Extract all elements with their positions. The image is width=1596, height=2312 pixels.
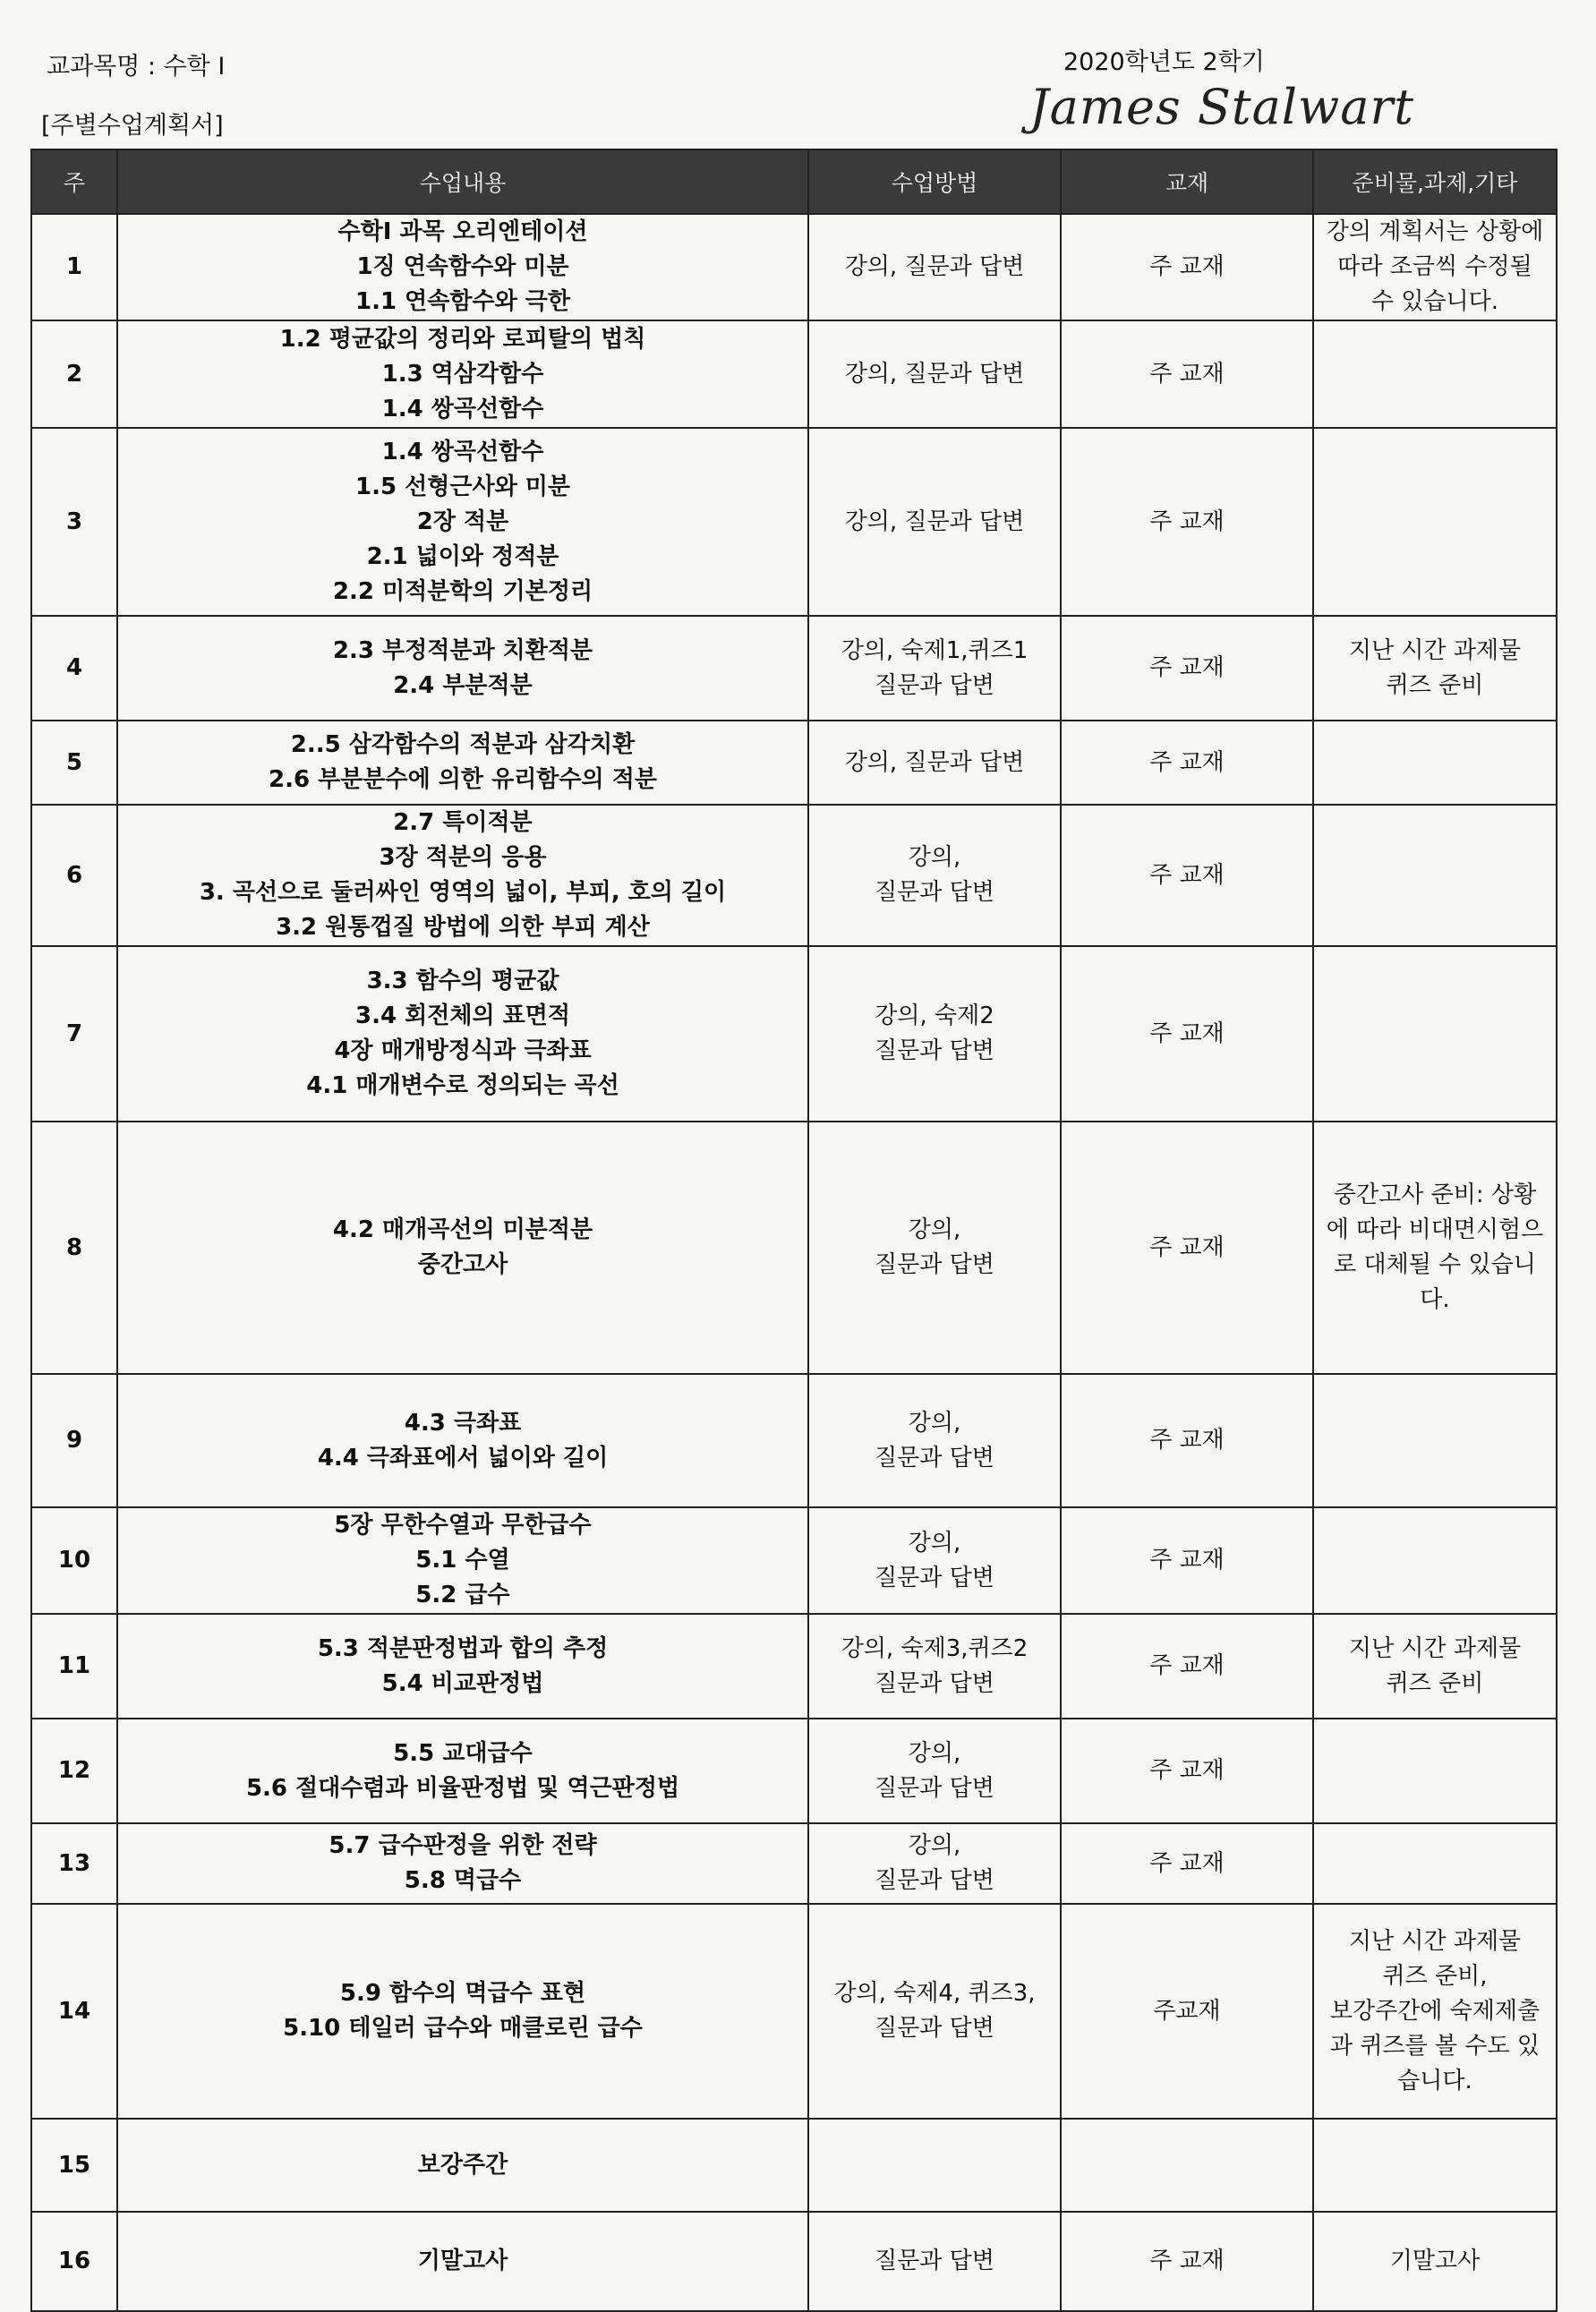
notes-cell-line: 수 있습니다. (1370, 288, 1499, 315)
notes-cell (1313, 1507, 1557, 1614)
table-row (31, 320, 1557, 428)
table-row (31, 1374, 1557, 1507)
lesson-content-line: 2장 적분 (416, 508, 509, 535)
lesson-method (808, 1904, 1061, 2119)
lesson-method-line: 강의, 질문과 답변 (844, 360, 1025, 388)
lesson-content (117, 616, 808, 721)
lesson-method-line: 강의, 숙제1,퀴즈1 (841, 636, 1028, 664)
week-number: 15 (31, 2119, 117, 2212)
table-row (31, 428, 1557, 616)
lesson-content-line: 4.3 극좌표 (404, 1409, 522, 1437)
lesson-content-line: 3.2 원통껍질 방법에 의한 부피 계산 (276, 914, 650, 941)
table-row (31, 1904, 1557, 2119)
lesson-content-line: 4장 매개방정식과 극좌표 (334, 1037, 592, 1064)
lesson-method (808, 320, 1061, 428)
lesson-content-line: 5.8 멱급수 (404, 1867, 522, 1894)
notes-cell (1313, 1823, 1557, 1904)
notes-cell-line: 기말고사 (1389, 2248, 1481, 2274)
table-row (31, 805, 1557, 946)
lesson-content (117, 721, 808, 805)
notes-cell (1313, 946, 1557, 1122)
lesson-content-line: 2.3 부정적분과 치환적분 (332, 636, 593, 664)
table-row (31, 214, 1557, 320)
notes-cell-line: 다. (1420, 1286, 1450, 1313)
notes-cell-line: 퀴즈 준비, (1382, 1962, 1488, 1990)
lesson-content (117, 805, 808, 946)
lesson-content (117, 1374, 808, 1507)
lesson-content (117, 1823, 808, 1904)
col-method: 수업방법 (808, 149, 1061, 214)
notes-cell (1313, 214, 1557, 320)
semester-label: 2020학년도 2학기 (1063, 48, 1265, 76)
notes-cell (1313, 1719, 1557, 1823)
col-content: 수업내용 (117, 149, 808, 214)
table-row (31, 1507, 1557, 1614)
lesson-method-line: 강의, 숙제3,퀴즈2 (841, 1634, 1028, 1662)
plan-title: [주별수업계획서] (41, 112, 224, 140)
lesson-method-line: 강의, (908, 1739, 961, 1767)
textbook-cell: 주 교재 (1061, 428, 1313, 616)
notes-cell (1313, 1374, 1557, 1507)
notes-cell-line: 보강주간에 숙제제출 (1329, 1997, 1541, 2025)
lesson-content-line: 2.2 미적분학의 기본정리 (332, 577, 593, 605)
lesson-content-line: 5.4 비교판정법 (381, 1669, 544, 1697)
weekly-plan-table (30, 149, 1558, 2312)
textbook-cell (1061, 2119, 1313, 2212)
lesson-content-line: 2.6 부분분수에 의한 유리함수의 적분 (269, 766, 657, 793)
col-textbook: 교재 (1061, 149, 1313, 214)
week-number: 13 (31, 1823, 117, 1904)
lesson-content-line: 3.3 함수의 평균값 (366, 968, 559, 994)
notes-cell (1313, 428, 1557, 616)
lesson-content-line: 5.2 급수 (415, 1582, 510, 1608)
textbook-cell: 주 교재 (1061, 946, 1313, 1122)
textbook-cell: 주 교재 (1061, 1374, 1313, 1507)
lesson-content-line: 2.1 넓이와 정적분 (366, 542, 559, 570)
lesson-content (117, 1122, 808, 1374)
week-number: 14 (31, 1904, 117, 2119)
lesson-content-line: 4.2 매개곡선의 미분적분 (332, 1216, 593, 1243)
notes-cell-line: 중간고사 준비: 상황 (1333, 1182, 1537, 1208)
week-number: 12 (31, 1719, 117, 1823)
lesson-content-line: 5.6 절대수렴과 비율판정법 및 역근판정법 (245, 1774, 680, 1802)
lesson-content-line: 수학I 과목 오리엔테이션 (337, 218, 588, 245)
lesson-content (117, 1507, 808, 1614)
textbook-cell: 주 교재 (1061, 721, 1313, 805)
table-row (31, 1719, 1557, 1823)
lesson-content-line: 2.7 특이적분 (393, 809, 533, 836)
lesson-content-line: 3. 곡선으로 둘러싸인 영역의 넓이, 부피, 호의 길이 (199, 879, 727, 906)
week-number: 5 (31, 721, 117, 805)
lesson-method-line: 강의, (908, 844, 961, 871)
lesson-content (117, 1904, 808, 2119)
lesson-method-line: 강의, (908, 1409, 961, 1437)
lesson-method (808, 616, 1061, 721)
table-row (31, 616, 1557, 721)
lesson-method-line: 강의, 질문과 답변 (844, 253, 1025, 280)
lesson-content-line: 1.4 쌍곡선함수 (381, 395, 544, 422)
lesson-method-line: 질문과 답변 (875, 1774, 994, 1802)
col-notes: 준비물,과제,기타 (1313, 149, 1557, 214)
lesson-method-line: 질문과 답변 (875, 879, 994, 906)
week-number: 4 (31, 616, 117, 721)
textbook-cell: 주 교재 (1061, 214, 1313, 320)
course-name: 교과목명 : 수학 I (47, 53, 226, 81)
lesson-method-line: 질문과 답변 (875, 671, 994, 699)
notes-cell-line: 강의 계획서는 상황에 (1326, 218, 1544, 245)
lesson-content (117, 1719, 808, 1823)
textbook-cell: 주 교재 (1061, 1507, 1313, 1614)
week-number: 1 (31, 214, 117, 320)
textbook-cell: 주 교재 (1061, 2212, 1313, 2311)
lesson-method-line: 질문과 답변 (875, 1037, 994, 1064)
notes-cell-line: 에 따라 비대면시험으 (1326, 1216, 1544, 1243)
lesson-method-line: 질문과 답변 (875, 2015, 994, 2042)
lesson-content-line: 5.3 적분판정법과 합의 추정 (317, 1634, 609, 1662)
lesson-content (117, 214, 808, 320)
lesson-method (808, 1823, 1061, 1904)
week-number: 16 (31, 2212, 117, 2311)
table-header-row (31, 149, 1557, 214)
textbook-cell: 주 교재 (1061, 1614, 1313, 1719)
col-week: 주 (31, 149, 117, 214)
week-number: 8 (31, 1122, 117, 1374)
lesson-method-line: 강의, 숙제2 (875, 1002, 994, 1029)
textbook-cell: 주 교재 (1061, 1122, 1313, 1374)
lesson-content (117, 2212, 808, 2311)
lesson-content-line: 1.1 연속함수와 극한 (355, 288, 570, 315)
lesson-content (117, 2119, 808, 2212)
notes-cell (1313, 721, 1557, 805)
notes-cell-line: 과 퀴즈를 볼 수도 있 (1330, 2032, 1540, 2060)
week-number: 10 (31, 1507, 117, 1614)
lesson-method (808, 2119, 1061, 2212)
lesson-method (808, 946, 1061, 1122)
lesson-content-line: 1.5 선형근사와 미분 (355, 473, 570, 500)
table-row (31, 2212, 1557, 2311)
textbook-cell: 주 교재 (1061, 616, 1313, 721)
lesson-method (808, 1374, 1061, 1507)
lesson-content-line: 5.5 교대급수 (393, 1739, 533, 1767)
textbook-cell: 주 교재 (1061, 805, 1313, 946)
notes-cell (1313, 1122, 1557, 1374)
lesson-content-line: 3장 적분의 응용 (379, 844, 547, 871)
lesson-content-line: 1.4 쌍곡선함수 (381, 438, 544, 465)
lesson-content-line: 1징 연속함수와 미분 (356, 253, 569, 280)
table-row (31, 1122, 1557, 1374)
lesson-content-line: 5.9 함수의 멱급수 표현 (339, 1980, 586, 2007)
lesson-method-line: 질문과 답변 (875, 1669, 994, 1697)
lesson-method (808, 1507, 1061, 1614)
week-number: 9 (31, 1374, 117, 1507)
lesson-content (117, 320, 808, 428)
table-row (31, 721, 1557, 805)
lesson-content (117, 946, 808, 1122)
lesson-content-line: 5.10 테일러 급수와 매클로린 급수 (283, 2015, 643, 2042)
week-number: 6 (31, 805, 117, 946)
lesson-content-line: 3.4 회전체의 표면적 (355, 1002, 570, 1029)
lesson-method (808, 214, 1061, 320)
table-row (31, 1823, 1557, 1904)
table-row (31, 946, 1557, 1122)
lesson-method-line: 질문과 답변 (875, 1251, 994, 1278)
table-body (31, 214, 1557, 2311)
notes-cell-line: 지난 시간 과제물 (1348, 636, 1522, 664)
textbook-cell: 주 교재 (1061, 320, 1313, 428)
textbook-cell: 주교재 (1061, 1904, 1313, 2119)
lesson-content-line: 1.2 평균값의 정리와 로피탈의 법칙 (279, 325, 646, 353)
week-number: 2 (31, 320, 117, 428)
week-number: 7 (31, 946, 117, 1122)
lesson-method-line: 강의, 숙제4, 퀴즈3, (833, 1980, 1036, 2007)
lesson-method-line: 강의, (908, 1529, 961, 1557)
notes-cell (1313, 320, 1557, 428)
lesson-method (808, 721, 1061, 805)
lesson-content-line: 보강주간 (417, 2151, 508, 2179)
notes-cell-line: 습니다. (1397, 2067, 1472, 2094)
lesson-method-line: 강의, (908, 1832, 961, 1859)
week-number: 3 (31, 428, 117, 616)
lesson-content-line: 4.1 매개변수로 정의되는 곡선 (306, 1072, 619, 1099)
lesson-method-line: 질문과 답변 (875, 2248, 994, 2274)
notes-cell (1313, 2212, 1557, 2311)
notes-cell-line: 지난 시간 과제물 (1348, 1927, 1522, 1955)
lesson-content-line: 2..5 삼각함수의 적분과 삼각치환 (290, 731, 636, 758)
lesson-method-line: 강의, 질문과 답변 (844, 508, 1025, 535)
week-number: 11 (31, 1614, 117, 1719)
lesson-content-line: 5.1 수열 (415, 1547, 510, 1574)
lesson-content-line: 기말고사 (417, 2248, 508, 2274)
lesson-content-line: 1.3 역삼각함수 (381, 360, 544, 388)
lesson-method (808, 428, 1061, 616)
lesson-content-line: 5.7 급수판정을 위한 전략 (329, 1832, 597, 1859)
lesson-content-line: 4.4 극좌표에서 넓이와 길이 (317, 1444, 609, 1472)
textbook-cell: 주 교재 (1061, 1823, 1313, 1904)
notes-cell-line: 지난 시간 과제물 (1348, 1634, 1522, 1662)
notes-cell-line: 퀴즈 준비 (1386, 671, 1484, 699)
lesson-method (808, 1614, 1061, 1719)
lesson-method-line: 강의, 질문과 답변 (844, 748, 1025, 776)
notes-cell-line: 로 대체될 수 있습니 (1334, 1251, 1536, 1278)
lesson-method-line: 질문과 답변 (875, 1564, 994, 1591)
table-row (31, 2119, 1557, 2212)
lesson-content (117, 428, 808, 616)
lesson-method-line: 질문과 답변 (875, 1867, 994, 1894)
lesson-content-line: 5장 무한수열과 무한급수 (334, 1512, 592, 1539)
signature: James Stalwart (1029, 79, 1414, 135)
lesson-method (808, 805, 1061, 946)
lesson-content-line: 2.4 부분적분 (393, 671, 533, 699)
lesson-method-line: 강의, (908, 1216, 961, 1243)
notes-cell-line: 퀴즈 준비 (1386, 1669, 1484, 1697)
textbook-cell: 주 교재 (1061, 1719, 1313, 1823)
notes-cell (1313, 1904, 1557, 2119)
notes-cell (1313, 805, 1557, 946)
notes-cell-line: 따라 조금씩 수정될 (1337, 253, 1532, 280)
lesson-method-line: 질문과 답변 (875, 1444, 994, 1472)
notes-cell (1313, 2119, 1557, 2212)
notes-cell (1313, 1614, 1557, 1719)
lesson-content-line: 중간고사 (417, 1251, 508, 1278)
lesson-method (808, 1719, 1061, 1823)
table-row (31, 1614, 1557, 1719)
notes-cell (1313, 616, 1557, 721)
lesson-content (117, 1614, 808, 1719)
lesson-method (808, 2212, 1061, 2311)
lesson-method (808, 1122, 1061, 1374)
